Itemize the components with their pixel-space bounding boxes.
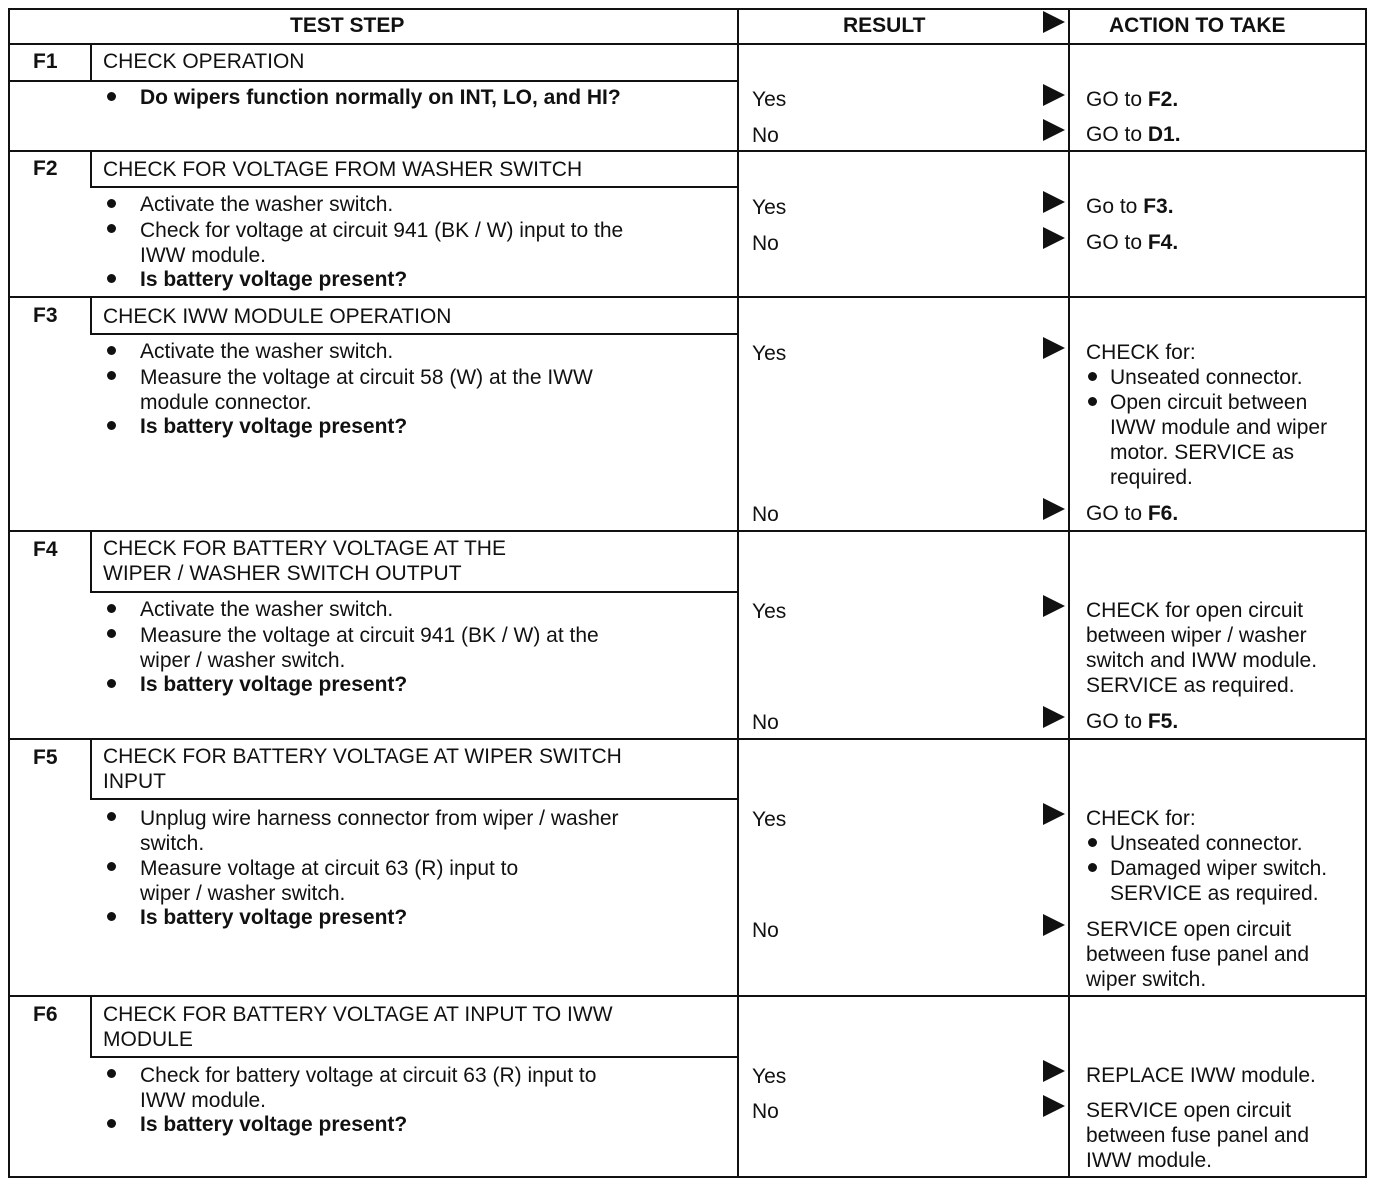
step-item: Activate the washer switch. bbox=[140, 193, 394, 216]
arrow-icon bbox=[1043, 119, 1065, 141]
action-bullet: Damaged wiper switch. SERVICE as required. bbox=[1110, 857, 1328, 905]
title-underline bbox=[90, 591, 737, 593]
action-text: SERVICE open circuit between fuse panel and wiper switch. bbox=[1086, 918, 1310, 991]
action-text: CHECK for: bbox=[1086, 807, 1196, 830]
table-top-border bbox=[8, 8, 1367, 10]
step-question: Is battery voltage present? bbox=[140, 415, 408, 438]
action-text: GO to F6. bbox=[1086, 502, 1179, 525]
code-divider bbox=[90, 297, 92, 334]
result-no: No bbox=[752, 919, 779, 942]
step-question: Is battery voltage present? bbox=[140, 268, 408, 291]
step-item: Measure the voltage at circuit 58 (W) at the IWW module connector. bbox=[140, 366, 593, 414]
bullet-icon bbox=[107, 274, 116, 283]
action-text: REPLACE IWW module. bbox=[1086, 1064, 1316, 1087]
step-title: CHECK IWW MODULE OPERATION bbox=[103, 305, 452, 328]
result-yes: Yes bbox=[752, 196, 787, 219]
action-bullet: Unseated connector. bbox=[1110, 366, 1303, 389]
step-title: CHECK FOR BATTERY VOLTAGE AT WIPER SWITCH INPUT bbox=[103, 745, 622, 793]
result-no: No bbox=[752, 711, 779, 734]
step-item: Activate the washer switch. bbox=[140, 340, 394, 363]
step-question: Is battery voltage present? bbox=[140, 906, 408, 929]
arrow-icon bbox=[1043, 1060, 1065, 1082]
bullet-icon bbox=[107, 679, 116, 688]
table-left-border bbox=[8, 8, 10, 1178]
action-bullet: Open circuit between IWW module and wiper motor. SERVICE as required. bbox=[1110, 391, 1328, 489]
action-text: GO to D1. bbox=[1086, 123, 1181, 146]
title-underline bbox=[90, 1056, 737, 1058]
bullet-icon bbox=[107, 92, 116, 101]
arrow-icon bbox=[1043, 191, 1065, 213]
step-item: Activate the washer switch. bbox=[140, 598, 394, 621]
result-no: No bbox=[752, 232, 779, 255]
code-divider bbox=[90, 44, 92, 81]
step-title: CHECK FOR BATTERY VOLTAGE AT THE WIPER / WASHER SWITCH OUTPUT bbox=[103, 537, 506, 585]
action-text: GO to F5. bbox=[1086, 710, 1179, 733]
bullet-icon bbox=[107, 862, 116, 871]
arrow-icon bbox=[1043, 595, 1065, 617]
arrow-icon bbox=[1043, 914, 1065, 936]
row-divider bbox=[8, 995, 1367, 997]
arrow-icon bbox=[1043, 1095, 1065, 1117]
action-text: CHECK for: bbox=[1086, 341, 1196, 364]
table-bottom-border bbox=[8, 1176, 1367, 1178]
bullet-icon bbox=[107, 371, 116, 380]
header-bottom-border bbox=[8, 43, 1367, 45]
arrow-icon bbox=[1043, 803, 1065, 825]
action-bullet: Unseated connector. bbox=[1110, 832, 1303, 855]
step-item: Check for battery voltage at circuit 63 (R) input to IWW module. bbox=[140, 1064, 597, 1112]
bullet-icon bbox=[107, 1069, 116, 1078]
result-yes: Yes bbox=[752, 600, 787, 623]
arrow-icon bbox=[1043, 11, 1065, 33]
bullet-icon bbox=[107, 346, 116, 355]
bullet-icon bbox=[107, 224, 116, 233]
bullet-icon bbox=[1088, 372, 1097, 381]
bullet-icon bbox=[107, 812, 116, 821]
action-text: SERVICE open circuit between fuse panel and IWW module. bbox=[1086, 1099, 1310, 1172]
title-underline bbox=[90, 798, 737, 800]
title-underline bbox=[90, 186, 737, 188]
step-question: Is battery voltage present? bbox=[140, 1113, 408, 1136]
action-text: CHECK for open circuit between wiper / washer switch and IWW module. SERVICE as required. bbox=[1086, 599, 1318, 697]
code-divider bbox=[90, 151, 92, 187]
step-code: F3 bbox=[33, 304, 58, 327]
row-divider bbox=[8, 530, 1367, 532]
step-code: F5 bbox=[33, 746, 58, 769]
step-question: Is battery voltage present? bbox=[140, 673, 408, 696]
arrow-icon bbox=[1043, 84, 1065, 106]
bullet-icon bbox=[107, 199, 116, 208]
arrow-icon bbox=[1043, 337, 1065, 359]
bullet-icon bbox=[1088, 863, 1097, 872]
result-no: No bbox=[752, 124, 779, 147]
row-divider bbox=[8, 738, 1367, 740]
result-no: No bbox=[752, 1100, 779, 1123]
step-item: Check for voltage at circuit 941 (BK / W) input to the IWW module. bbox=[140, 219, 624, 267]
bullet-icon bbox=[107, 604, 116, 613]
header-result: RESULT bbox=[843, 14, 926, 37]
bullet-icon bbox=[1088, 838, 1097, 847]
step-question: Do wipers function normally on INT, LO, and HI? bbox=[140, 86, 621, 109]
step-title: CHECK OPERATION bbox=[103, 50, 305, 73]
table-right-border bbox=[1365, 8, 1367, 1178]
step-item: Measure the voltage at circuit 941 (BK / W) at the wiper / washer switch. bbox=[140, 624, 599, 672]
result-yes: Yes bbox=[752, 342, 787, 365]
column-divider bbox=[737, 8, 739, 1178]
step-title: CHECK FOR BATTERY VOLTAGE AT INPUT TO IWW MODULE bbox=[103, 1003, 613, 1051]
arrow-icon bbox=[1043, 498, 1065, 520]
header-test-step: TEST STEP bbox=[290, 14, 405, 37]
action-text: Go to F3. bbox=[1086, 195, 1174, 218]
code-divider bbox=[90, 996, 92, 1057]
bullet-icon bbox=[1088, 397, 1097, 406]
action-text: GO to F2. bbox=[1086, 88, 1179, 111]
step-code: F4 bbox=[33, 538, 58, 561]
bullet-icon bbox=[107, 421, 116, 430]
step-item: Unplug wire harness connector from wiper / washer switch. bbox=[140, 807, 619, 855]
bullet-icon bbox=[107, 1119, 116, 1128]
header-action: ACTION TO TAKE bbox=[1109, 14, 1286, 37]
title-underline bbox=[8, 80, 737, 82]
step-item: Measure voltage at circuit 63 (R) input to wiper / washer switch. bbox=[140, 857, 519, 905]
title-underline bbox=[90, 333, 737, 335]
result-yes: Yes bbox=[752, 88, 787, 111]
result-no: No bbox=[752, 503, 779, 526]
arrow-icon bbox=[1043, 227, 1065, 249]
code-divider bbox=[90, 531, 92, 592]
column-divider bbox=[1068, 8, 1070, 1178]
arrow-icon bbox=[1043, 706, 1065, 728]
step-title: CHECK FOR VOLTAGE FROM WASHER SWITCH bbox=[103, 158, 583, 181]
result-yes: Yes bbox=[752, 808, 787, 831]
result-yes: Yes bbox=[752, 1065, 787, 1088]
action-text: GO to F4. bbox=[1086, 231, 1179, 254]
step-code: F6 bbox=[33, 1003, 58, 1026]
row-divider bbox=[8, 150, 1367, 152]
step-code: F1 bbox=[33, 50, 58, 73]
code-divider bbox=[90, 739, 92, 799]
row-divider bbox=[8, 296, 1367, 298]
step-code: F2 bbox=[33, 157, 58, 180]
bullet-icon bbox=[107, 629, 116, 638]
bullet-icon bbox=[107, 912, 116, 921]
